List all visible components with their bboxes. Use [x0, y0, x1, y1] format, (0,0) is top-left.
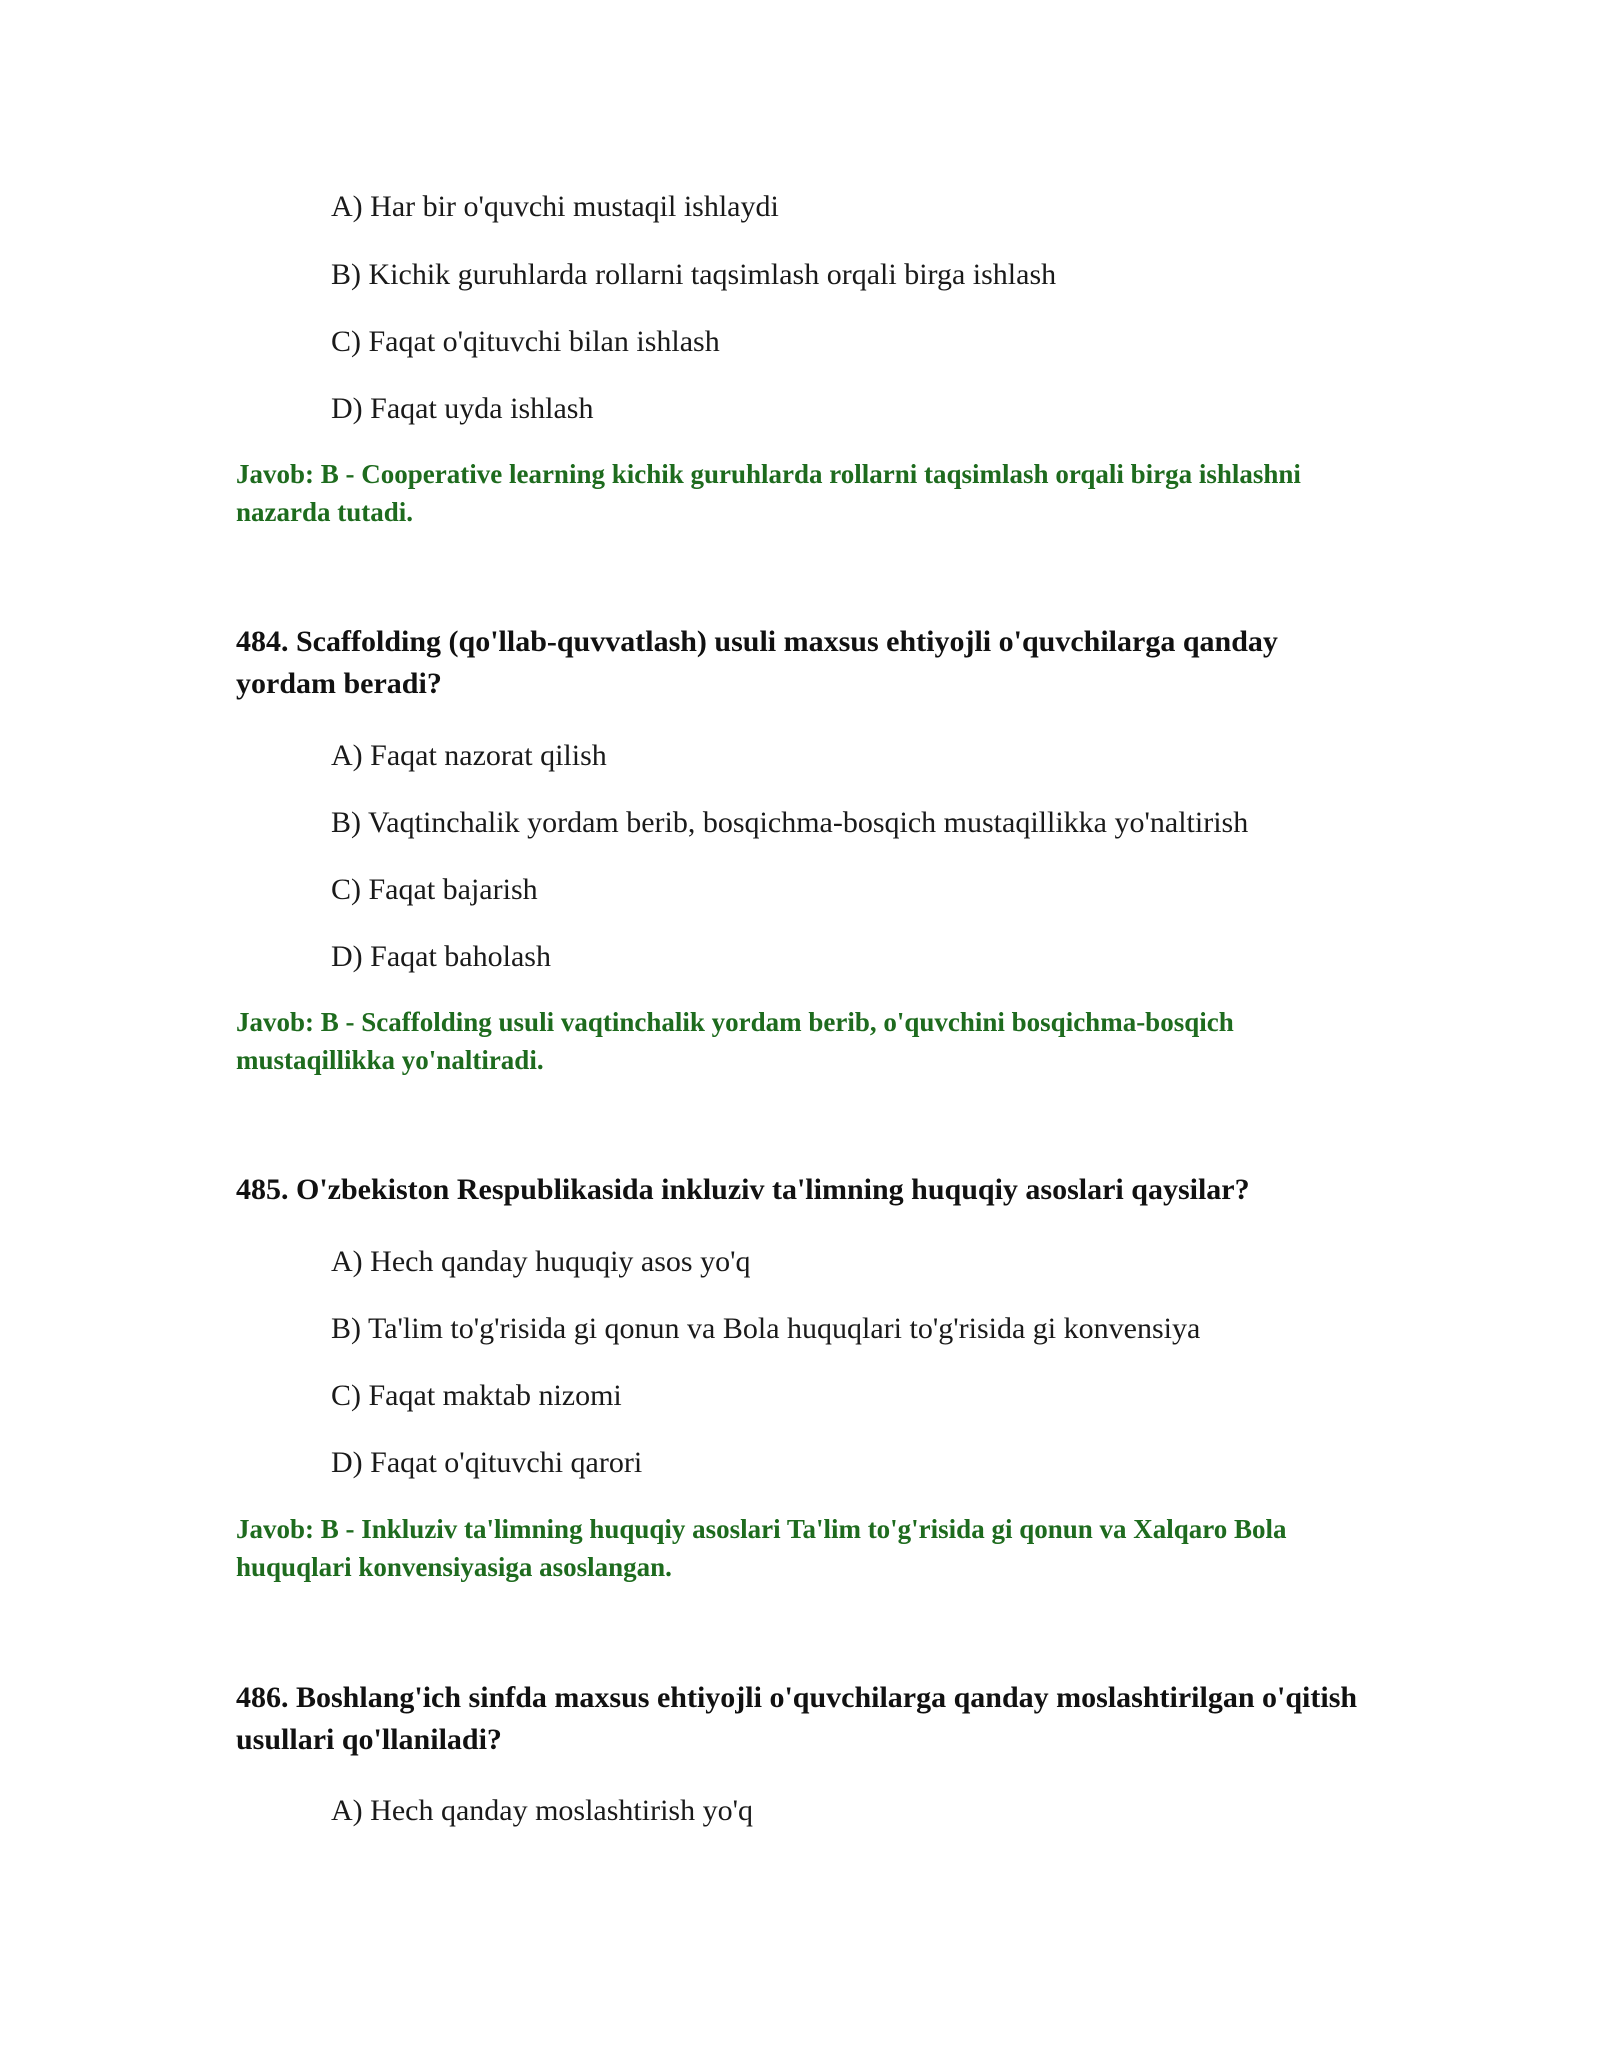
option-b: B) Vaqtinchalik yordam berib, bosqichma-bosqich mustaqillikka yo'naltirish: [331, 806, 1249, 839]
answer-text: Javob: B - Inkluziv ta'limning huquqiy asoslari Ta'lim to'g'risida gi qonun va Xalqaro Bola huquqlari konvensiyasiga asoslangan.: [236, 1514, 1287, 1582]
option-d: D) Faqat baholash: [331, 940, 551, 973]
option-a: A) Har bir o'quvchi mustaqil ishlaydi: [331, 190, 779, 223]
option-d: D) Faqat o'qituvchi qarori: [331, 1446, 643, 1479]
option-c: C) Faqat bajarish: [331, 873, 538, 906]
option-b: B) Ta'lim to'g'risida gi qonun va Bola huquqlari to'g'risida gi konvensiya: [331, 1312, 1201, 1345]
option-c: C) Faqat o'qituvchi bilan ishlash: [331, 325, 720, 358]
question-484: 484. Scaffolding (qo'llab-quvvatlash) usuli maxsus ehtiyojli o'quvchilarga qanday yordam beradi?: [236, 625, 1278, 700]
option-b: B) Kichik guruhlarda rollarni taqsimlash orqali birga ishlash: [331, 258, 1057, 291]
option-a: A) Hech qanday huquqiy asos yo'q: [331, 1245, 751, 1278]
answer-text: Javob: B - Cooperative learning kichik guruhlarda rollarni taqsimlash orqali birga ishlashni nazarda tutadi.: [236, 459, 1301, 527]
question-485: 485. O'zbekiston Respublikasida inkluziv ta'limning huquqiy asoslari qaysilar?: [236, 1173, 1250, 1206]
option-d: D) Faqat uyda ishlash: [331, 392, 594, 425]
answer-text: Javob: B - Scaffolding usuli vaqtinchalik yordam berib, o'quvchini bosqichma-bosqich mustaqillikka yo'naltiradi.: [236, 1007, 1234, 1075]
question-486: 486. Boshlang'ich sinfda maxsus ehtiyojli o'quvchilarga qanday moslashtirilgan o'qitish usullari qo'llaniladi?: [236, 1681, 1358, 1756]
option-c: C) Faqat maktab nizomi: [331, 1379, 622, 1412]
option-a: A) Hech qanday moslashtirish yo'q: [331, 1794, 753, 1827]
option-a: A) Faqat nazorat qilish: [331, 739, 607, 772]
